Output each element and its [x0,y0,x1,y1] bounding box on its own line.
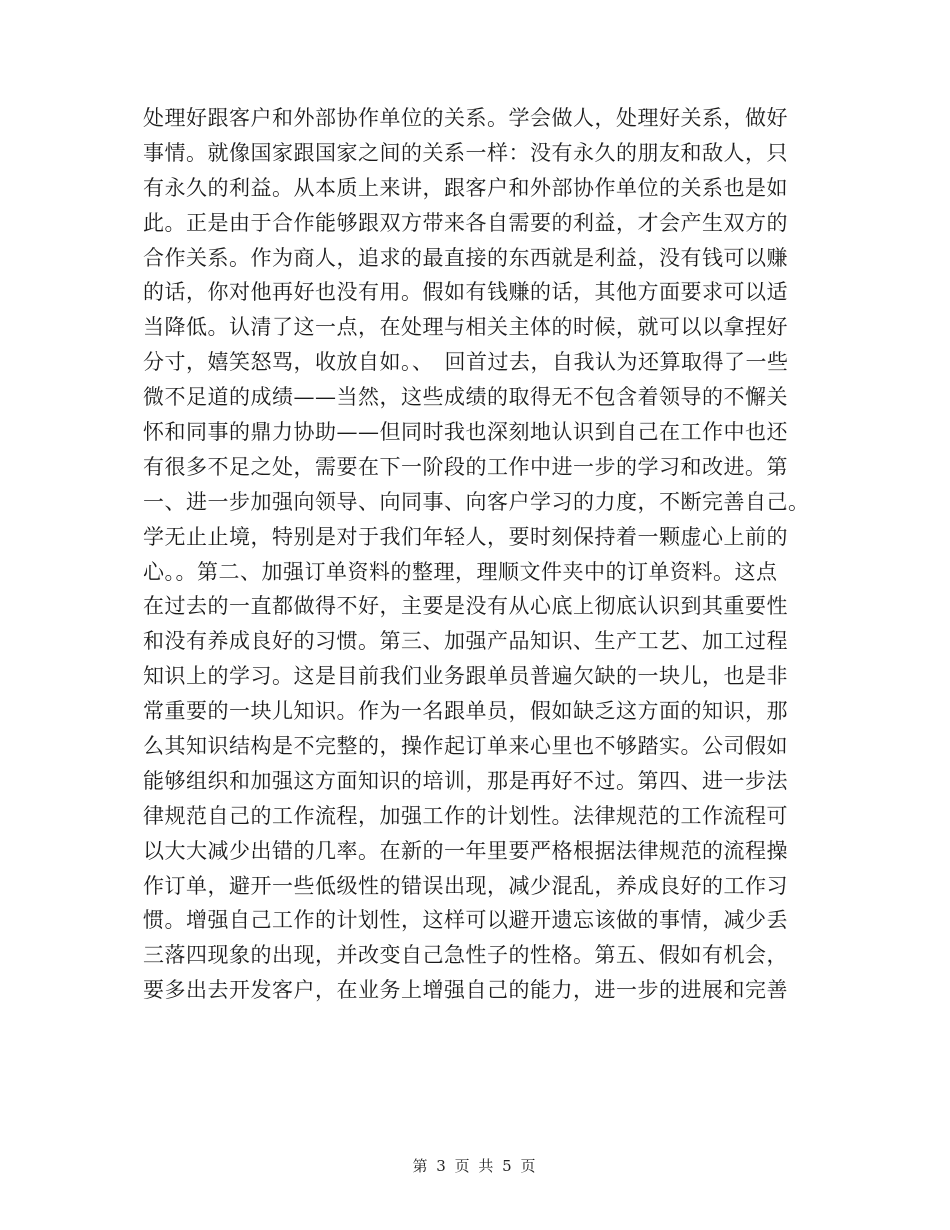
text-line: 要多出去开发客户，在业务上增强自己的能力，进一步的进展和完善 [143,978,788,1003]
text-line: 能够组织和加强这方面知识的培训，那是再好不过。第四、进一步法 [143,768,788,793]
text-line: 有很多不足之处，需要在下一阶段的工作中进一步的学习和改进。第 [143,454,788,479]
text-line: 在过去的一直都做得不好，主要是没有从心底上彻底认识到其重要性 [143,594,788,619]
text-line: 合作关系。作为商人，追求的最直接的东西就是利益，没有钱可以赚 [143,245,788,270]
body-text [143,101,823,1008]
text-line: 有永久的利益。从本质上来讲，跟客户和外部协作单位的关系也是如 [143,175,788,200]
text-line: 的话，你对他再好也没有用。假如有钱赚的话，其他方面要求可以适 [143,280,788,305]
text-line: 一、进一步加强向领导、向同事、向客户学习的力度，不断完善自己。 [143,489,810,514]
text-line: 三落四现象的出现，并改变自己急性子的性格。第五、假如有机会， [143,943,788,968]
text-line: 处理好跟客户和外部协作单位的关系。学会做人，处理好关系，做好 [143,106,788,130]
text-line: 律规范自己的工作流程，加强工作的计划性。法律规范的工作流程可 [143,803,788,828]
text-line: 微不足道的成绩——当然，这些成绩的取得无不包含着领导的不懈关 [143,385,788,410]
text-line: 知识上的学习。这是目前我们业务跟单员普遍欠缺的一块儿，也是非 [143,664,788,689]
text-line: 此。正是由于合作能够跟双方带来各自需要的利益，才会产生双方的 [143,210,788,235]
text-line: 和没有养成良好的习惯。第三、加强产品知识、生产工艺、加工过程 [143,629,788,654]
page-number-footer: 第 3 页 共 5 页 [412,1157,538,1175]
text-line: 事情。就像国家跟国家之间的关系一样：没有永久的朋友和敌人，只 [143,140,788,165]
text-line: 么其知识结构是不完整的，操作起订单来心里也不够踏实。公司假如 [143,734,788,759]
text-line: 以大大减少出错的几率。在新的一年里要严格根据法律规范的流程操 [143,838,788,863]
text-line: 怀和同事的鼎力协助——但同时我也深刻地认识到自己在工作中也还 [143,420,788,445]
text-line: 惯。增强自己工作的计划性，这样可以避开遗忘该做的事情，减少丢 [143,908,788,933]
text-line: 学无止止境，特别是对于我们年轻人，要时刻保持着一颗虚心上前的 [143,524,788,549]
text-line: 作订单，避开一些低级性的错误出现，减少混乱，养成良好的工作习 [143,873,788,898]
text-line: 心。。第二、加强订单资料的整理，理顺文件夹中的订单资料。这点 [143,559,778,584]
text-line: 常重要的一块儿知识。作为一名跟单员，假如缺乏这方面的知识，那 [143,699,788,724]
text-line: 当降低。认清了这一点，在处理与相关主体的时候，就可以以拿捏好 [143,315,788,340]
text-line: 分寸，嬉笑怒骂，收放自如。、 回首过去，自我认为还算取得了一些 [143,350,789,375]
